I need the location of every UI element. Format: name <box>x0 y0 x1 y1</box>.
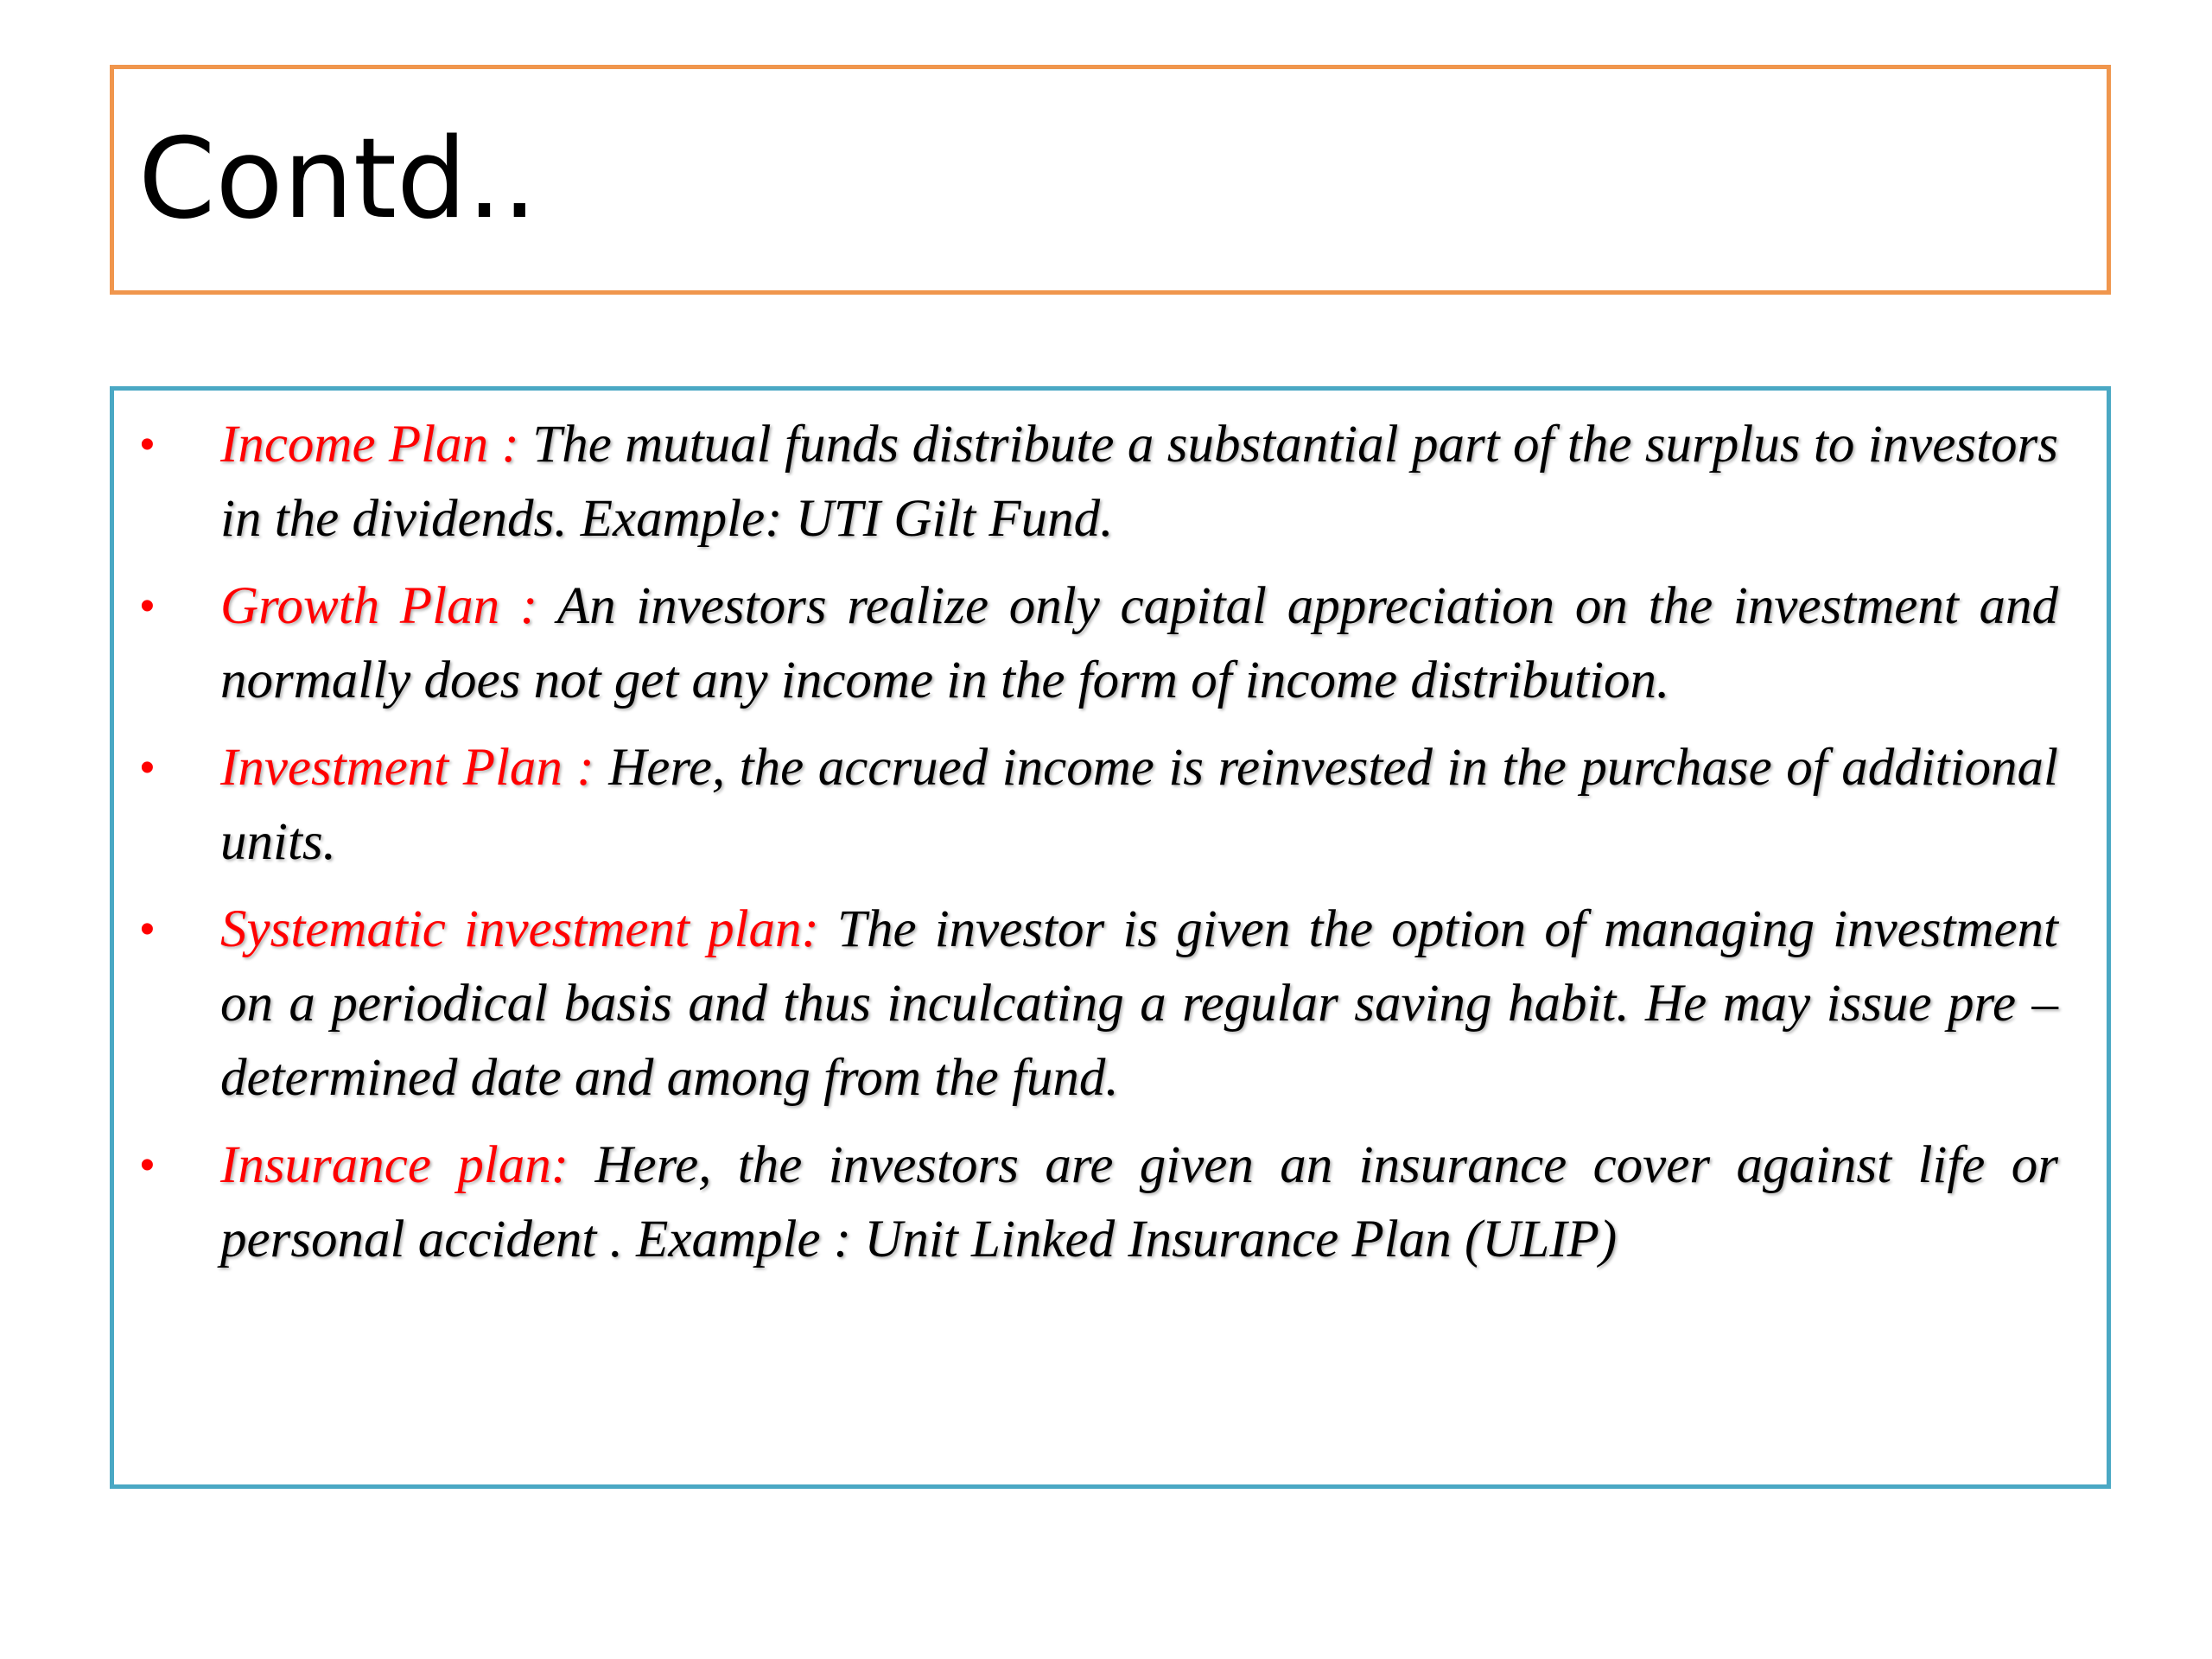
bullet-item-investment-plan <box>140 731 2058 880</box>
bullet-list <box>140 408 2058 1290</box>
title-box <box>110 65 2111 295</box>
term-income-plan: Income Plan : <box>220 416 519 474</box>
bullet-item-growth-plan <box>140 569 2058 718</box>
description-growth-plan: An investors realize only capital appreciation on the investment and normally does not get any income in the form of income distribution. <box>220 577 2059 709</box>
bullet-icon: • <box>140 745 155 791</box>
bullet-item-income-plan <box>140 408 2058 556</box>
slide-title: Contd.. <box>138 115 537 244</box>
term-systematic-investment-plan: Systematic investment plan: <box>220 900 819 958</box>
bullet-icon: • <box>140 906 155 952</box>
bullet-item-insurance-plan <box>140 1128 2058 1277</box>
description-income-plan: The mutual funds distribute a substantial part of the surplus to investors in the dividends. Example: UTI Gilt Fund. <box>220 416 2058 548</box>
bullet-item-systematic-investment-plan <box>140 893 2058 1116</box>
content-box <box>110 386 2111 1489</box>
bullet-icon: • <box>140 583 155 629</box>
term-investment-plan: Investment Plan : <box>220 739 594 797</box>
term-insurance-plan: Insurance plan: <box>220 1136 569 1194</box>
description-investment-plan: Here, the accrued income is reinvested in the purchase of additional units. <box>220 739 2058 871</box>
bullet-icon: • <box>140 1142 155 1188</box>
description-systematic-investment-plan: The investor is given the option of managing investment on a periodical basis and thus inculcating a regular saving habit. He may issue pre – determined date and among from the fund. <box>220 900 2058 1107</box>
description-insurance-plan: Here, the investors are given an insurance cover against life or personal accident . Example : Unit Linked Insurance Plan (ULIP) <box>220 1136 2059 1268</box>
term-growth-plan: Growth Plan : <box>220 577 538 635</box>
bullet-icon: • <box>140 422 155 467</box>
